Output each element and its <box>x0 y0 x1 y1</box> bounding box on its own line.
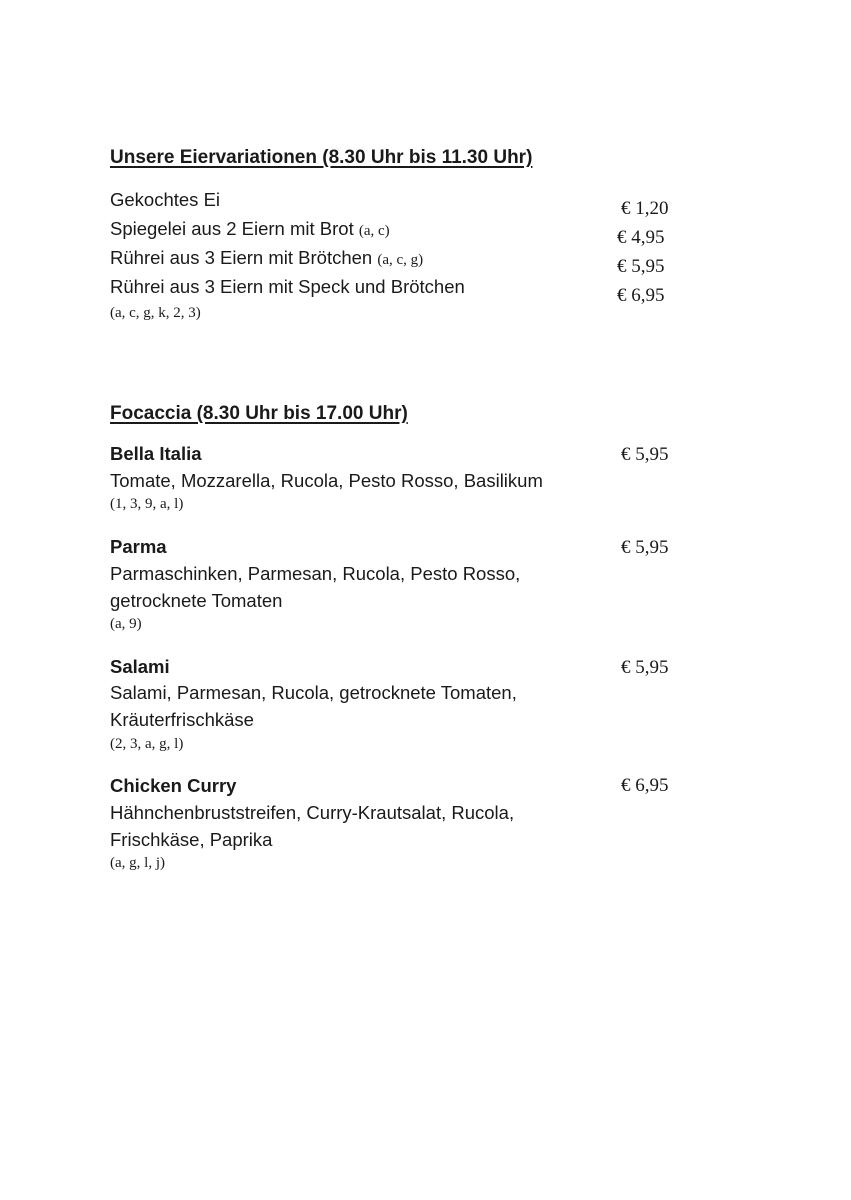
egg-item-name <box>110 218 390 240</box>
dish-allergens: (1, 3, 9, a, l) <box>110 496 184 512</box>
egg-item-name <box>110 247 423 269</box>
egg-item-name: Gekochtes Ei <box>110 189 221 210</box>
dish-price: € 5,95 <box>621 657 669 678</box>
dish-price: € 5,95 <box>621 537 669 558</box>
dish-allergens: (a, 9) <box>110 616 142 632</box>
dish-allergens: (a, g, l, j) <box>110 855 165 871</box>
dish-name: Chicken Curry <box>110 775 237 796</box>
dish-description: Tomate, Mozzarella, Rucola, Pesto Rosso, Basilikum <box>110 470 543 491</box>
dish-name: Bella Italia <box>110 443 202 464</box>
dish-price: € 6,95 <box>621 775 669 796</box>
dish-description: Frischkäse, Paprika <box>110 829 273 850</box>
egg-item-allergens: (a, c) <box>358 223 390 239</box>
dish-description: Hähnchenbruststreifen, Curry-Krautsalat, Rucola, <box>110 802 515 823</box>
dish-price: € 5,95 <box>621 444 669 465</box>
eggs-heading: Unsere Eiervariationen (8.30 Uhr bis 11.30 Uhr) <box>110 147 533 168</box>
dish-name: Salami <box>110 656 170 677</box>
dish-description: Salami, Parmesan, Rucola, getrocknete Tomaten, <box>110 682 517 703</box>
egg-item-allergens: (a, c, g, k, 2, 3) <box>110 305 201 321</box>
egg-item-name: Rührei aus 3 Eiern mit Speck und Brötchen <box>110 276 465 297</box>
dish-description: Kräuterfrischkäse <box>110 709 254 730</box>
egg-item-allergens: (a, c, g) <box>377 252 424 268</box>
egg-item-label: Spiegelei aus 2 Eiern mit Brot <box>110 218 354 239</box>
dish-name: Parma <box>110 536 167 557</box>
egg-item-price: € 5,95 <box>617 256 665 277</box>
egg-item-price: € 4,95 <box>617 227 665 248</box>
dish-description: getrocknete Tomaten <box>110 590 283 611</box>
egg-item-price: € 1,20 <box>621 198 669 219</box>
dish-allergens: (2, 3, a, g, l) <box>110 736 184 752</box>
egg-item-label: Rührei aus 3 Eiern mit Brötchen <box>110 247 373 268</box>
focaccia-heading: Focaccia (8.30 Uhr bis 17.00 Uhr) <box>110 403 408 424</box>
egg-item-price: € 6,95 <box>617 285 665 306</box>
dish-description: Parmaschinken, Parmesan, Rucola, Pesto Rosso, <box>110 563 521 584</box>
